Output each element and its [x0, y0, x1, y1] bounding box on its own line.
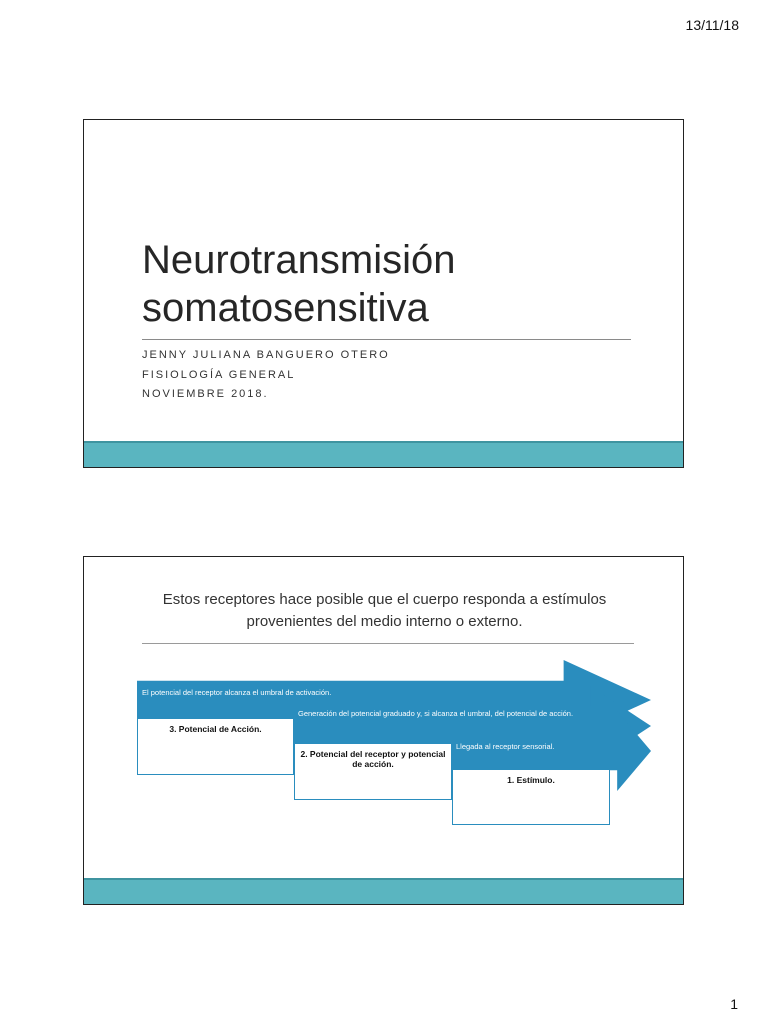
process-arrow-label: El potencial del receptor alcanza el umbral de activación. — [142, 688, 332, 697]
page-number: 1 — [730, 996, 738, 1012]
title-line-1: Neurotransmisión — [142, 238, 456, 282]
heading-line-1: Estos receptores hace posible que el cuerpo responda a estímulos — [162, 591, 607, 608]
heading-line-2: provenientes del medio interno o externo. — [246, 613, 523, 630]
author-name: JENNY JULIANA BANGUERO OTERO — [142, 349, 390, 361]
process-arrow-label: Llegada al receptor sensorial. — [456, 742, 555, 751]
slide-subtitle — [142, 346, 390, 405]
course-name: FISIOLOGÍA GENERAL — [142, 368, 296, 381]
process-diagram — [84, 557, 684, 905]
title-divider — [142, 339, 631, 340]
process-arrow-label: Generación del potencial graduado y, si alcanza el umbral, del potencial de acción. — [298, 709, 574, 718]
presentation-date: NOVIEMBRE 2018. — [142, 388, 269, 400]
page-date: 13/11/18 — [685, 17, 739, 33]
slide-footer-band — [84, 878, 683, 904]
slide-footer-band — [84, 441, 683, 467]
title-line-2: somatosensitiva — [142, 286, 429, 330]
slide-title — [83, 119, 684, 468]
slide-receptors — [83, 556, 684, 905]
slide-title-heading — [142, 236, 622, 332]
process-step-box: 3. Potencial de Acción. — [137, 718, 294, 775]
process-step-box: 2. Potencial del receptor y potencial de acción. — [294, 743, 452, 800]
process-step-box: 1. Estímulo. — [452, 769, 610, 825]
